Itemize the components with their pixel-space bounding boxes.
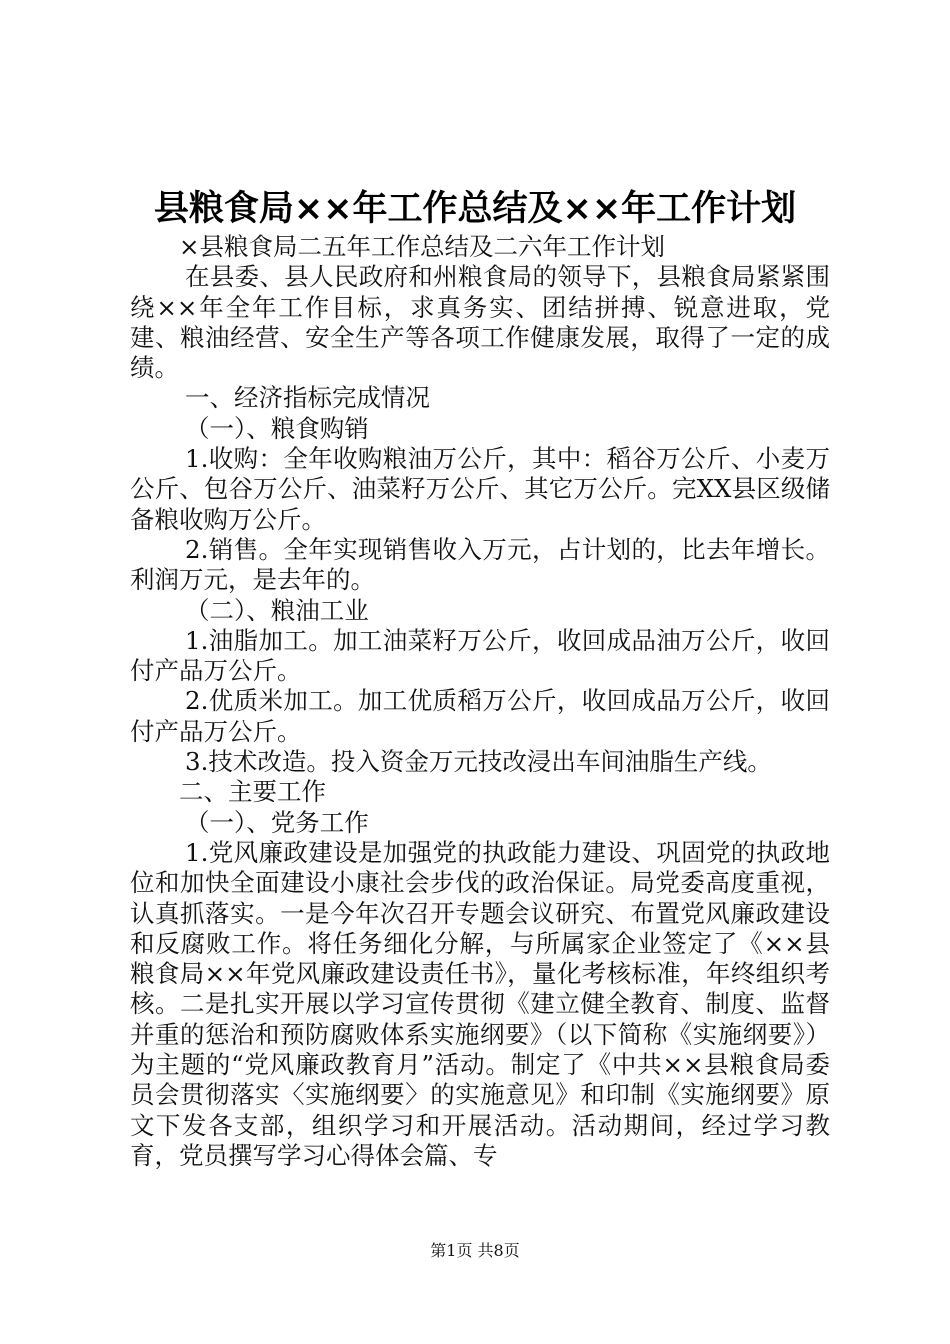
document-title: 县粮食局××年工作总结及××年工作计划 (153, 189, 797, 229)
intro-paragraph: 在县委、县人民政府和州粮食局的领导下，县粮食局紧紧围绕××年全年工作目标，求真务实、团结拼搏、锐意进取，党建、粮油经营、安全生产等各项工作健康发展，取得了一定的成绩。 (130, 262, 830, 383)
paragraph-oil-processing: 1.油脂加工。加工油菜籽万公斤，收回成品油万公斤，收回付产品万公斤。 (130, 625, 830, 686)
subsection-heading-grain-trade: （一）、粮食购销 (185, 413, 369, 443)
paragraph-rice-processing: 2.优质米加工。加工优质稻万公斤，收回成品万公斤，收回付产品万公斤。 (130, 686, 830, 746)
paragraph-sales: 2.销售。全年实现销售收入万元，占计划的，比去年增长。利润万元，是去年的。 (130, 534, 830, 595)
paragraph-purchasing: 1.收购：全年收购粮油万公斤，其中：稻谷万公斤、小麦万公斤、包谷万公斤、油菜籽万公斤、其它万公斤。完XX县区级储备粮收购万公斤。 (130, 444, 830, 534)
section-heading-economic-indicators: 一、经济指标完成情况 (185, 383, 430, 413)
paragraph-tech-upgrade: 3.技术改造。投入资金万元技改浸出车间油脂生产线。 (185, 747, 772, 777)
section-heading-main-work: 二、主要工作 (179, 777, 326, 807)
page-footer: 第1页 共8页 (430, 1241, 520, 1260)
document-body (130, 232, 830, 1171)
subsection-heading-grain-oil-industry: （二）、粮油工业 (185, 595, 369, 625)
paragraph-party-integrity: 1.党风廉政建设是加强党的执政能力建设、巩固党的执政地位和加快全面建设小康社会步伐的政治保证。局党委高度重视，认真抓落实。一是今年次召开专题会议研究、布置党风廉政建设和反腐败工作。将任务细化分解，与所属家企业签定了《××县粮食局××年党风廉政建设责任书》，量化考核标准，年终组织考核。二是扎实开展以学习宣传贯彻《建立健全教育、制度、监督并重的惩治和预防腐败体系实施纲要》（以下简称《实施纲要》）为主题的“党风廉政教育月”活动。制定了《中共××县粮食局委员会贯彻落实〈实施纲要〉的实施意见》和印制《实施纲要》原文下发各支部，组织学习和开展活动。活动期间，经过学习教育，党员撰写学习心得体会篇、专 (130, 837, 830, 1170)
subtitle-paragraph: ×县粮食局二五年工作总结及二六年工作计划 (179, 232, 666, 261)
subsection-heading-party-affairs: （一）、党务工作 (185, 807, 369, 837)
